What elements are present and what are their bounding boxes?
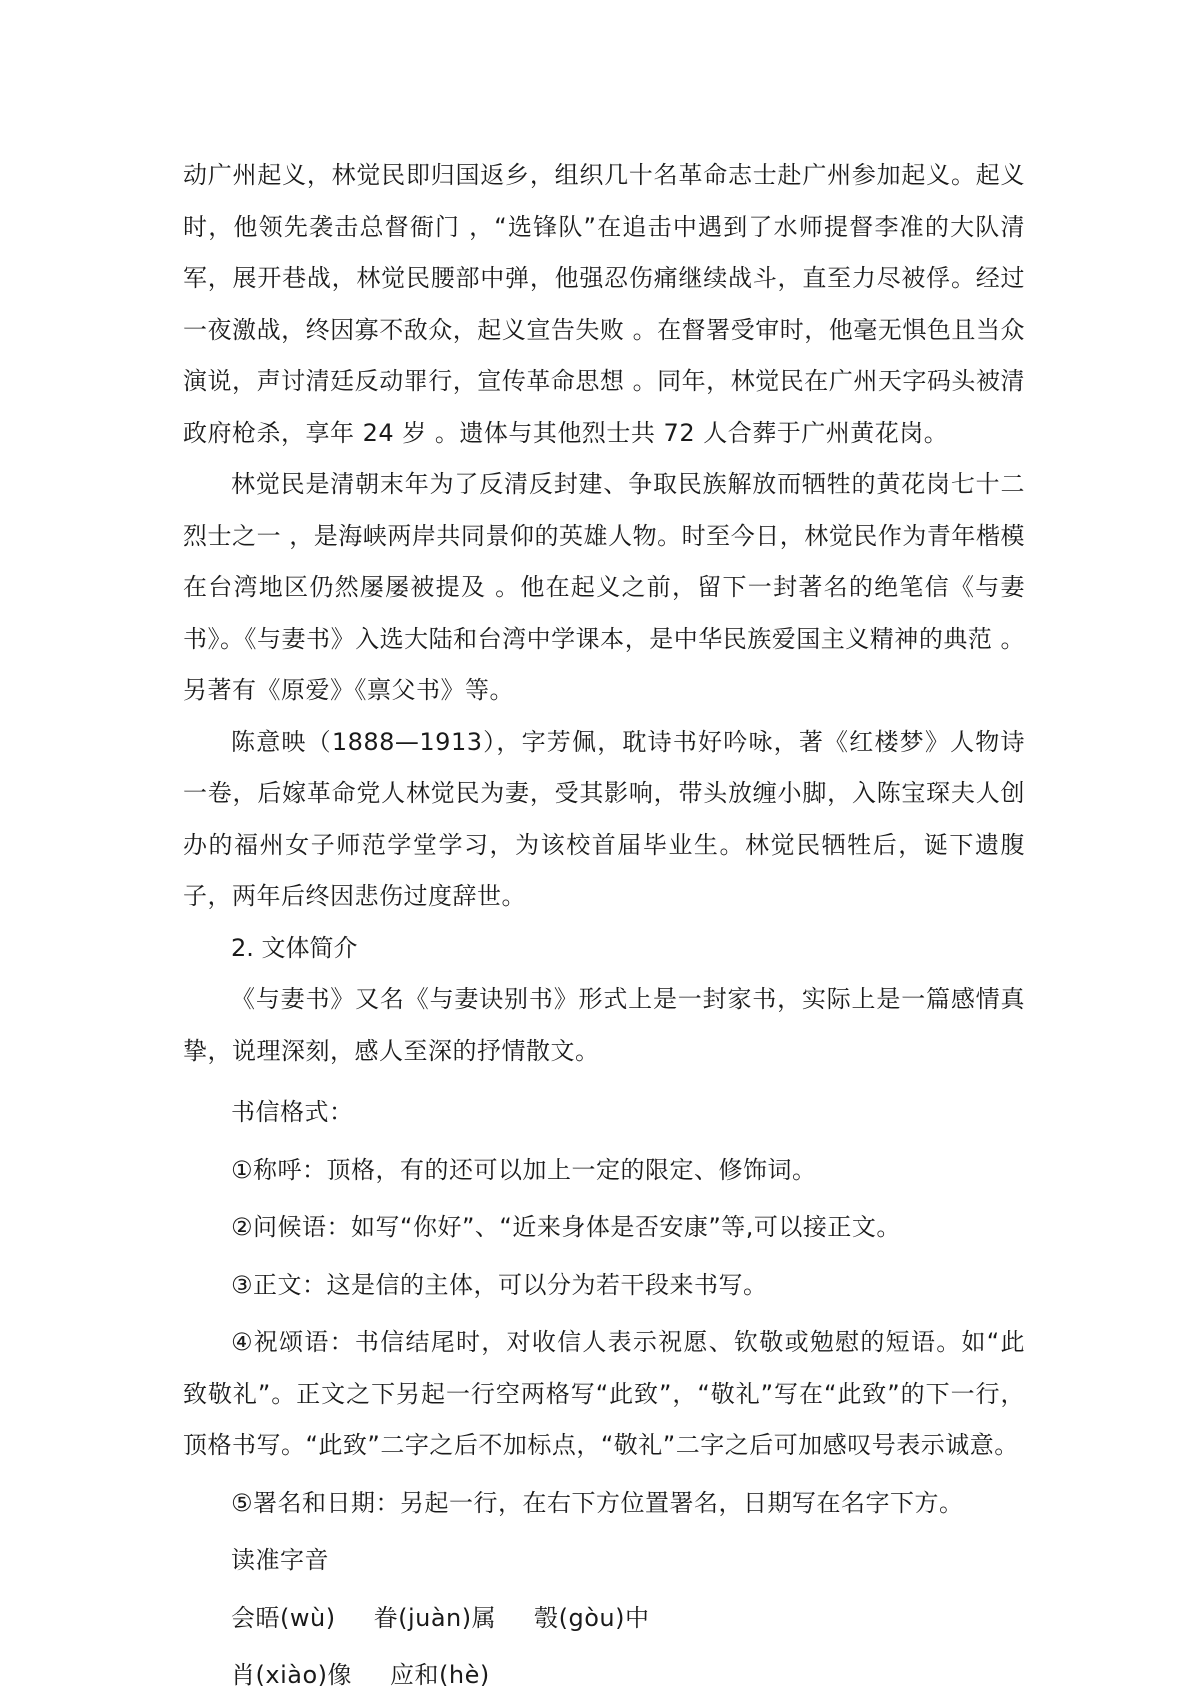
format-item-closing: ④祝颂语：书信结尾时，对收信人表示祝愿、钦敬或勉慰的短语。如“此致敬礼”。正文之下另起一行空两格写“此致”，“敬礼”写在“此致”的下一行，顶格书写。“此致”二字之后不加标点，“敬礼”二字之后可加感叹号表示诚意。 (183, 1328, 1025, 1459)
format-item-salutation: ①称呼：顶格，有的还可以加上一定的限定、修饰词。 (231, 1155, 817, 1184)
pronunciation-word: 彀(gòu)中 (534, 1603, 650, 1632)
format-item-signature: ⑤署名和日期：另起一行，在右下方位置署名，日期写在名字下方。 (231, 1488, 964, 1517)
pronunciation-row-2 (183, 1650, 1025, 1702)
bio-paragraph-2: 林觉民是清朝末年为了反清反封建、争取民族解放而牺牲的黄花岗七十二烈士之一 ，是海峡两岸共同景仰的英雄人物。时至今日，林觉民作为青年楷模在台湾地区仍然屡屡被提及 。他在起义之前，留下一封著名的绝笔信《与妻书》。《与妻书》入选大陆和台湾中学课本，是中华民族爱国主义精神的典范 。另著有《原爱》《禀父书》等。 (183, 470, 1025, 704)
pronunciation-word: 应和(hè) (390, 1661, 490, 1689)
letter-format-heading: 书信格式： (231, 1098, 354, 1126)
bio-paragraph-3: 陈意映（1888—1913），字芳佩，耽诗书好吟咏，著《红楼梦》人物诗一卷，后嫁革命党人林觉民为妻，受其影响，带头放缠小脚，入陈宝琛夫人创办的福州女子师范学堂学习，为该校首届毕业生。林觉民牺牲后，诞下遗腹子，两年后终因悲伤过度辞世。 (183, 727, 1025, 910)
bio-paragraph-1: 动广州起义，林觉民即归国返乡，组织几十名革命志士赴广州参加起义。起义时，他领先袭击总督衙门 ，“选锋队”在追击中遇到了水师提督李准的大队清军，展开巷战，林觉民腰部中弹，他强忍伤痛继续战斗，直至力尽被俘。经过一夜激战，终因寡不敌众，起义宣告失败 。在督署受审时，他毫无惧色且当众演说，声讨清廷反动罪行，宣传革命思想 。同年，林觉民在广州天字码头被清政府枪杀，享年 24 岁 。遗体与其他烈士共 72 人合葬于广州黄花岗。 (183, 161, 1025, 447)
format-item-body: ③正文：这是信的主体，可以分为若干段来书写。 (231, 1270, 768, 1299)
pronunciation-word: 肖(xiào)像 (231, 1661, 352, 1689)
pronunciation-heading: 读准字音 (231, 1546, 329, 1574)
genre-heading: 2. 文体简介 (231, 933, 358, 962)
genre-intro: 《与妻书》又名《与妻诀别书》形式上是一封家书，实际上是一篇感情真挚，说理深刻，感人至深的抒情散文。 (183, 985, 1025, 1065)
pronunciation-word: 会晤(wù) (231, 1603, 336, 1632)
pronunciation-row-1 (183, 1593, 1025, 1645)
pronunciation-word: 眷(juàn)属 (373, 1603, 497, 1632)
format-item-greeting: ②问候语：如写“你好”、“近来身体是否安康”等,可以接正文。 (231, 1213, 901, 1241)
document-body (183, 150, 1025, 1702)
